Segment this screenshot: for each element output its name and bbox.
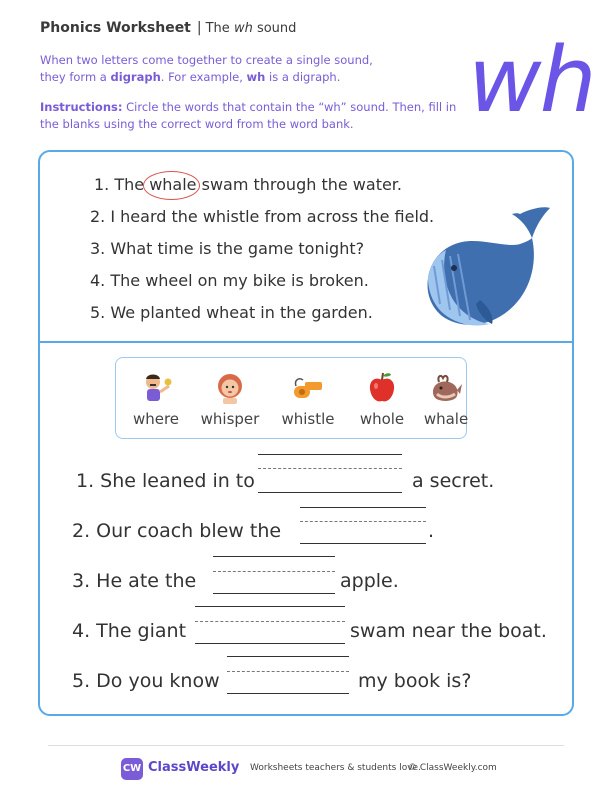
- big-digraph: wh: [468, 28, 595, 133]
- bank-item-whisper: [196, 368, 264, 428]
- sentence-1: 1. The whale swam through the water.: [94, 175, 402, 194]
- fill-sentence-3-pre: 3. He ate the: [72, 570, 197, 592]
- writing-line-mid-2: [300, 521, 426, 522]
- fill-sentence-5-post: my book is?: [358, 670, 472, 692]
- writing-line-mid-1: [258, 468, 402, 469]
- intro-text: [40, 52, 440, 86]
- subtitle-post: sound: [256, 21, 297, 36]
- fill-sentence-4-post: swam near the boat.: [350, 620, 547, 642]
- sentence-3: 3. What time is the game tonight?: [90, 239, 365, 258]
- intro-line1: When two letters come together to create a single sound,: [40, 53, 373, 67]
- fill-sentence-1-post: a secret.: [412, 470, 495, 492]
- bank-item-whole: [348, 368, 416, 428]
- writing-line-top-4: [195, 606, 345, 607]
- fill-sentence-4-pre: 4. The giant: [72, 620, 187, 642]
- footer-tagline: Worksheets teachers & students love.: [250, 763, 421, 773]
- title-separator: |: [196, 20, 202, 36]
- title-subtitle: [206, 21, 297, 36]
- footer-copyright: © ClassWeekly.com: [408, 763, 497, 773]
- intro-line2-mid: . For example,: [160, 70, 243, 84]
- writing-line-mid-4: [195, 621, 345, 622]
- whale-icon: [420, 204, 555, 334]
- writing-line-base-3: [213, 593, 335, 594]
- instructions-label: Instructions:: [40, 100, 123, 114]
- girl-whisper-icon: [213, 370, 247, 404]
- sentence-5: 5. We planted wheat in the garden.: [90, 303, 373, 322]
- writing-line-base-4: [195, 643, 345, 644]
- subtitle-pre: The: [205, 21, 230, 36]
- title-text: Phonics Worksheet: [40, 20, 191, 36]
- instructions: [40, 99, 460, 133]
- instructions-text: Circle the words that contain the “wh” sound. Then, fill in the blanks using the correct word from the word bank.: [40, 100, 457, 131]
- writing-line-top-3: [213, 556, 335, 557]
- writing-line-mid-5: [227, 671, 349, 672]
- bank-item-whistle: [274, 368, 342, 428]
- footer-divider: [48, 745, 564, 746]
- intro-line2-post: is a digraph.: [269, 70, 341, 84]
- bank-item-where: [122, 368, 190, 428]
- sentence-4: 4. The wheel on my bike is broken.: [90, 271, 369, 290]
- writing-line-top-5: [227, 656, 349, 657]
- fill-sentence-1-pre: 1. She leaned in to: [76, 470, 255, 492]
- whistle-icon: [291, 374, 325, 404]
- whale-small-icon: [429, 372, 463, 404]
- writing-line-top-2: [300, 507, 426, 508]
- writing-line-mid-3: [213, 571, 335, 572]
- writing-line-top-1: [258, 454, 402, 455]
- fill-sentence-2-post: .: [428, 520, 435, 542]
- apple-icon: [367, 370, 397, 404]
- page-title: [40, 20, 296, 36]
- bank-word-whistle: whistle: [281, 410, 335, 428]
- sentence-2: 2. I heard the whistle from across the field.: [90, 207, 435, 226]
- bank-word-where: where: [132, 410, 180, 428]
- intro-bold-wh: wh: [246, 70, 266, 84]
- fill-sentence-2-pre: 2. Our coach blew the: [72, 520, 282, 542]
- word-bank: [115, 357, 467, 439]
- bank-word-whole: whole: [359, 410, 405, 428]
- answer-circle: [143, 171, 200, 200]
- bank-word-whisper: whisper: [200, 410, 260, 428]
- person-shrug-icon: [139, 370, 173, 404]
- writing-line-base-2: [300, 543, 426, 544]
- intro-bold-digraph: digraph: [110, 70, 161, 84]
- fill-sentence-5-pre: 5. Do you know: [72, 670, 220, 692]
- fill-sentence-3-post: apple.: [340, 570, 399, 592]
- writing-line-base-5: [227, 693, 349, 694]
- section-divider: [38, 341, 574, 343]
- logo-text: ClassWeekly: [148, 760, 240, 775]
- bank-item-whale: [412, 368, 480, 428]
- bank-word-whale: whale: [423, 410, 469, 428]
- intro-line2-pre: they form a: [40, 70, 107, 84]
- writing-line-base-1: [258, 492, 402, 493]
- subtitle-em: wh: [233, 21, 253, 36]
- classweekly-logo-icon: CW: [121, 758, 143, 780]
